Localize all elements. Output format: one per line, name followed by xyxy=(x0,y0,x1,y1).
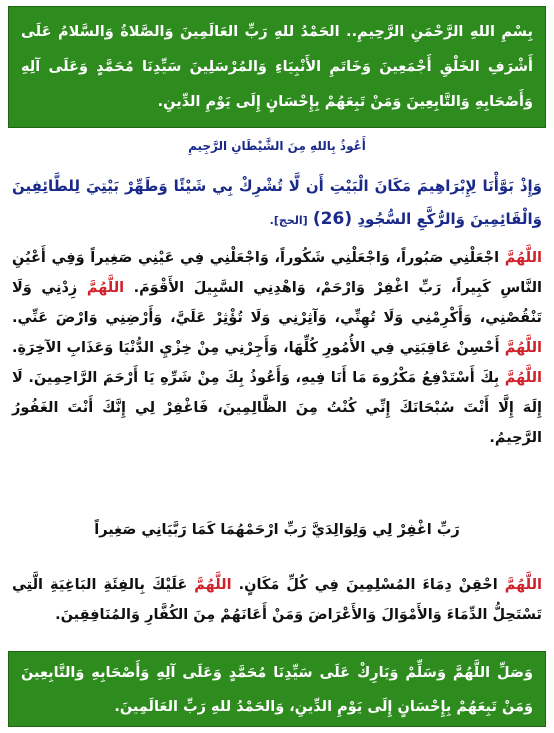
quran-verse-text: وَإِذْ بَوَّأْنَا لِإِبْرَاهِيمَ مَكَانَ الْبَيْتِ أَن لَّا تُشْرِكْ بِي شَيْئًا وَطَهِّرْ بَيْتِيَ لِلطَّائِفِينَ وَالْقَائِمِينَ وَالرُّكَّعِ السُّجُودِ xyxy=(12,177,542,228)
allahumma-label: اللَّهُمَّ xyxy=(504,250,542,266)
supplication-part-1: اجْعَلْنِي صَبُوراً، وَاجْعَلْنِي شَكُوراً، وَاجْعَلْنِي فِي عَيْنِي صَغِيراً وَفِي أَعْيُنِ النَّاسِ كَبِيراً، رَبِّ اغْفِرْ وَارْحَمْ، وَاهْدِنِي السَّبِيلَ الأَقْوَمَ. xyxy=(12,250,542,296)
supplication-block xyxy=(12,243,542,453)
allahumma-label: اللَّهُمَّ xyxy=(504,577,543,593)
supplication2-part-2: عَلَيْكَ بِالفِئَةِ البَاغِيَةِ الَّتِي تَسْتَحِلُّ الدِّمَاءَ وَالأَمْوَالَ وَالأَعْرَاضَ وَمَنْ أَعَانَهُمْ مِنَ الكُفَّارِ وَالمُنَافِقِينَ. xyxy=(12,577,542,623)
opening-praise-banner xyxy=(8,6,546,128)
allahumma-label: اللَّهُمَّ xyxy=(86,280,125,296)
supplication-block-2 xyxy=(12,570,542,630)
supplication-part-3: أَحْسِنْ عَاقِبَتِي فِي الأُمُورِ كُلِّهَا، وَأَجِرْنِي مِنْ خِزْيِ الدُّنْيَا وَعَذَابِ الآخِرَةِ. xyxy=(12,340,505,356)
supplication-part-2: زِدْنِي وَلَا تَنْقُصْنِي، وَأَكْرِمْنِي وَلَا تُهِنِّي، وَآثِرْنِي وَلَا تُؤْثِرْ عَلَيَّ، وَأَرْضِنِي وَارْضَ عَنِّي. xyxy=(12,280,542,326)
supplication2-part-1: احْقِنْ دِمَاءَ المُسْلِمِينَ فِي كُلِّ مَكَانٍ. xyxy=(231,577,505,593)
istiadha: أَعُوذُ بِاللهِ مِنَ الشَّيْطَانِ الرَّجِيمِ xyxy=(188,139,366,153)
verse-number: (26) xyxy=(312,209,353,229)
surah-name: [الحج]. xyxy=(269,214,308,227)
allahumma-label: اللَّهُمَّ xyxy=(504,370,542,386)
quran-verse xyxy=(12,170,542,237)
opening-praise-text: بِسْمِ اللهِ الرَّحْمَنِ الرَّحِيمِ.. الحَمْدُ للهِ رَبِّ العَالَمِينَ وَالصَّلاةُ وَالسَّلامُ عَلَى أَشْرَفِ الخَلْقِ أَجْمَعِينَ وَخَاتَمِ الأَنْبِيَاءِ وَالمُرْسَلِينَ سَيِّدِنَا مُحَمَّدٍ وَعَلَى آلِهِ وَأَصْحَابِهِ وَالتَّابِعِينَ وَمَنْ تَبِعَهُمْ بِإِحْسَانٍ إِلَى يَوْمِ الدِّينِ. xyxy=(21,24,533,110)
allahumma-label: اللَّهُمَّ xyxy=(194,577,232,593)
supplication-part-4: بِكَ أَسْتَدْفِعُ مَكْرُوهَ مَا أَنَا فِيهِ، وَأَعُوذُ بِكَ مِنْ شَرِّهِ يَا أَرْحَمَ الرَّاحِمِينَ. لَا إِلَهَ إِلَّا أَنْتَ سُبْحَانَكَ إِنِّي كُنْتُ مِنَ الظَّالِمِينَ، فَاغْفِرْ لِي إِنَّكَ أَنْتَ الغَفُورُ الرَّحِيمُ. xyxy=(12,370,542,446)
closing-salawat-text: وَصَلِّ اللَّهُمَّ وَسَلِّمْ وَبَارِكْ عَلَى سَيِّدِنَا مُحَمَّدٍ وَعَلَى آلِهِ وَأَصْحَابِهِ وَالتَّابِعِينَ وَمَنْ تَبِعَهُمْ بِإِحْسَانٍ إِلَى يَوْمِ الدِّينِ، وَالحَمْدُ للهِ رَبِّ العَالَمِينَ. xyxy=(21,665,533,715)
parents-supplication: رَبِّ اغْفِرْ لِي وَلِوَالِدَيَّ رَبِّ ارْحَمْهُمَا كَمَا رَبَّيَانِي صَغِيراً xyxy=(94,522,460,538)
allahumma-label: اللَّهُمَّ xyxy=(504,340,542,356)
closing-salawat-banner xyxy=(8,651,546,727)
